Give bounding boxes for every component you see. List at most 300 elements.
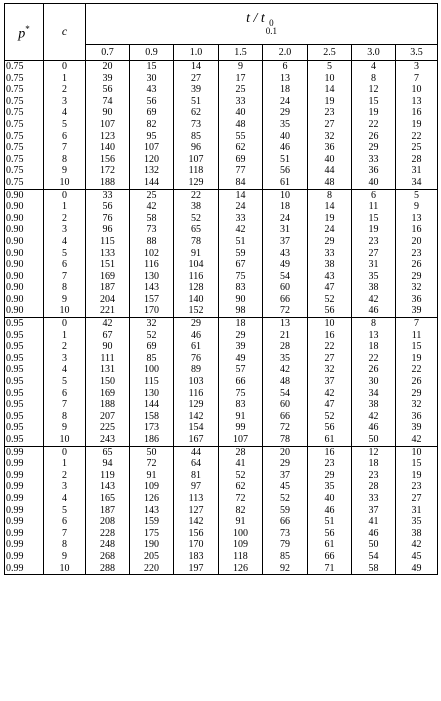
data-cell: 48 — [263, 376, 308, 388]
p-value-cell: 0.99 — [5, 458, 44, 470]
data-cell: 36 — [308, 142, 352, 154]
data-cell: 55 — [219, 131, 263, 143]
data-cell: 3 — [396, 61, 438, 73]
data-cell: 19 — [352, 224, 396, 236]
data-cell: 107 — [219, 434, 263, 446]
p-value-cell: 0.99 — [5, 505, 44, 517]
data-cell: 31 — [396, 165, 438, 177]
data-cell: 29 — [219, 330, 263, 342]
table-row — [5, 84, 438, 96]
p-value-cell: 0.75 — [5, 107, 44, 119]
data-cell: 95 — [130, 131, 174, 143]
data-cell: 91 — [174, 248, 219, 260]
data-cell: 173 — [130, 422, 174, 434]
data-cell: 156 — [174, 528, 219, 540]
data-cell: 61 — [263, 177, 308, 189]
data-cell: 6 — [352, 189, 396, 201]
data-cell: 64 — [174, 458, 219, 470]
c-value-cell: 3 — [44, 353, 86, 365]
data-cell: 79 — [263, 539, 308, 551]
data-cell: 20 — [86, 61, 130, 73]
table-row — [5, 388, 438, 400]
data-cell: 38 — [396, 528, 438, 540]
data-cell: 120 — [130, 154, 174, 166]
data-cell: 46 — [352, 422, 396, 434]
data-cell: 157 — [130, 294, 174, 306]
data-cell: 130 — [130, 388, 174, 400]
data-cell: 39 — [219, 341, 263, 353]
data-cell: 144 — [130, 177, 174, 189]
data-cell: 205 — [130, 551, 174, 563]
data-cell: 37 — [263, 236, 308, 248]
data-cell: 41 — [219, 458, 263, 470]
table-row — [5, 539, 438, 551]
data-cell: 151 — [86, 259, 130, 271]
data-cell: 23 — [308, 107, 352, 119]
data-cell: 60 — [263, 282, 308, 294]
p-value-cell: 0.90 — [5, 201, 44, 213]
column-header: 3.5 — [396, 45, 438, 61]
c-value-cell: 5 — [44, 505, 86, 517]
data-cell: 207 — [86, 411, 130, 423]
data-cell: 42 — [308, 388, 352, 400]
table-row — [5, 493, 438, 505]
data-cell: 92 — [263, 563, 308, 575]
data-cell: 39 — [396, 305, 438, 317]
data-cell: 100 — [130, 364, 174, 376]
table-row — [5, 364, 438, 376]
data-cell: 19 — [308, 96, 352, 108]
data-cell: 54 — [263, 271, 308, 283]
p-value-cell: 0.90 — [5, 282, 44, 294]
data-cell: 46 — [352, 528, 396, 540]
table-row — [5, 142, 438, 154]
data-cell: 22 — [396, 364, 438, 376]
data-cell: 10 — [308, 73, 352, 85]
data-cell: 14 — [308, 84, 352, 96]
data-cell: 56 — [86, 201, 130, 213]
c-value-cell: 8 — [44, 154, 86, 166]
c-value-cell: 3 — [44, 96, 86, 108]
data-cell: 107 — [86, 119, 130, 131]
table-row — [5, 551, 438, 563]
data-cell: 83 — [219, 399, 263, 411]
data-cell: 40 — [308, 493, 352, 505]
data-cell: 33 — [308, 248, 352, 260]
header-t-script — [266, 19, 277, 35]
data-cell: 85 — [130, 353, 174, 365]
data-cell: 73 — [130, 224, 174, 236]
data-cell: 27 — [308, 353, 352, 365]
p-value-cell: 0.75 — [5, 96, 44, 108]
column-header: 2.5 — [308, 45, 352, 61]
table-row — [5, 563, 438, 575]
data-cell: 130 — [130, 271, 174, 283]
data-cell: 85 — [174, 131, 219, 143]
data-cell: 144 — [130, 399, 174, 411]
data-cell: 48 — [308, 177, 352, 189]
table-body — [5, 61, 438, 575]
data-cell: 228 — [86, 528, 130, 540]
data-cell: 52 — [130, 330, 174, 342]
data-cell: 56 — [308, 528, 352, 540]
table-row — [5, 353, 438, 365]
c-value-cell: 0 — [44, 61, 86, 73]
c-value-cell: 7 — [44, 271, 86, 283]
data-cell: 9 — [396, 201, 438, 213]
data-cell: 268 — [86, 551, 130, 563]
data-cell: 34 — [352, 388, 396, 400]
data-cell: 19 — [396, 470, 438, 482]
data-cell: 20 — [396, 236, 438, 248]
data-cell: 12 — [352, 446, 396, 458]
c-value-cell: 2 — [44, 84, 86, 96]
data-cell: 42 — [219, 224, 263, 236]
data-cell: 15 — [396, 458, 438, 470]
data-cell: 43 — [130, 84, 174, 96]
data-cell: 38 — [308, 259, 352, 271]
data-cell: 5 — [396, 189, 438, 201]
table-row — [5, 470, 438, 482]
table-row — [5, 434, 438, 446]
data-cell: 40 — [219, 107, 263, 119]
c-value-cell: 9 — [44, 165, 86, 177]
data-cell: 23 — [352, 470, 396, 482]
table-row — [5, 189, 438, 201]
data-cell: 65 — [86, 446, 130, 458]
data-cell: 167 — [174, 434, 219, 446]
p-value-cell: 0.95 — [5, 353, 44, 365]
data-cell: 24 — [263, 213, 308, 225]
data-cell: 58 — [130, 213, 174, 225]
data-cell: 32 — [308, 131, 352, 143]
data-cell: 220 — [130, 563, 174, 575]
p-value-cell: 0.99 — [5, 516, 44, 528]
c-value-cell: 1 — [44, 330, 86, 342]
data-cell: 32 — [130, 318, 174, 330]
data-cell: 52 — [219, 470, 263, 482]
p-value-cell: 0.95 — [5, 376, 44, 388]
data-cell: 187 — [86, 282, 130, 294]
data-cell: 38 — [352, 282, 396, 294]
p-value-cell: 0.90 — [5, 305, 44, 317]
data-cell: 51 — [174, 96, 219, 108]
data-cell: 90 — [86, 341, 130, 353]
data-cell: 140 — [86, 142, 130, 154]
data-cell: 188 — [86, 399, 130, 411]
data-cell: 169 — [86, 388, 130, 400]
data-cell: 204 — [86, 294, 130, 306]
table-row — [5, 305, 438, 317]
table-row — [5, 213, 438, 225]
p-value-cell: 0.75 — [5, 165, 44, 177]
data-cell: 73 — [174, 119, 219, 131]
header-t — [86, 4, 438, 45]
data-cell: 23 — [396, 481, 438, 493]
column-header: 3.0 — [352, 45, 396, 61]
data-cell: 75 — [219, 388, 263, 400]
data-cell: 170 — [174, 539, 219, 551]
data-cell: 243 — [86, 434, 130, 446]
data-cell: 94 — [86, 458, 130, 470]
data-cell: 78 — [263, 434, 308, 446]
c-value-cell: 2 — [44, 470, 86, 482]
data-cell: 131 — [86, 364, 130, 376]
data-cell: 73 — [263, 528, 308, 540]
data-cell: 66 — [219, 376, 263, 388]
data-cell: 72 — [130, 458, 174, 470]
data-cell: 76 — [174, 353, 219, 365]
data-cell: 58 — [352, 563, 396, 575]
data-cell: 35 — [308, 481, 352, 493]
data-cell: 50 — [130, 446, 174, 458]
table-row — [5, 248, 438, 260]
data-cell: 29 — [174, 318, 219, 330]
data-cell: 21 — [263, 330, 308, 342]
c-value-cell: 0 — [44, 189, 86, 201]
data-cell: 123 — [86, 131, 130, 143]
c-value-cell: 6 — [44, 259, 86, 271]
data-cell: 81 — [174, 470, 219, 482]
data-cell: 37 — [352, 505, 396, 517]
data-cell: 33 — [86, 189, 130, 201]
data-cell: 208 — [86, 516, 130, 528]
data-cell: 119 — [86, 470, 130, 482]
data-cell: 77 — [219, 165, 263, 177]
c-value-cell: 8 — [44, 411, 86, 423]
table-row — [5, 330, 438, 342]
p-value-cell: 0.99 — [5, 563, 44, 575]
data-cell: 13 — [263, 318, 308, 330]
data-cell: 42 — [263, 364, 308, 376]
data-cell: 37 — [263, 470, 308, 482]
reliability-table — [4, 3, 438, 575]
table-row — [5, 481, 438, 493]
p-value-cell: 0.95 — [5, 364, 44, 376]
data-cell: 33 — [352, 493, 396, 505]
c-value-cell: 4 — [44, 236, 86, 248]
data-cell: 29 — [308, 236, 352, 248]
data-cell: 54 — [352, 551, 396, 563]
data-cell: 115 — [86, 236, 130, 248]
data-cell: 129 — [174, 177, 219, 189]
data-cell: 128 — [174, 282, 219, 294]
data-cell: 56 — [308, 422, 352, 434]
p-value-cell: 0.90 — [5, 236, 44, 248]
data-cell: 67 — [219, 259, 263, 271]
data-cell: 16 — [308, 446, 352, 458]
data-cell: 107 — [174, 154, 219, 166]
data-cell: 103 — [174, 376, 219, 388]
data-cell: 29 — [396, 388, 438, 400]
data-cell: 59 — [219, 248, 263, 260]
data-cell: 29 — [308, 470, 352, 482]
data-cell: 69 — [130, 341, 174, 353]
c-value-cell: 1 — [44, 201, 86, 213]
p-value-cell: 0.95 — [5, 399, 44, 411]
data-cell: 46 — [352, 305, 396, 317]
p-value-cell: 0.75 — [5, 142, 44, 154]
data-cell: 32 — [396, 282, 438, 294]
data-cell: 39 — [86, 73, 130, 85]
data-cell: 102 — [130, 248, 174, 260]
data-cell: 10 — [396, 446, 438, 458]
data-cell: 35 — [263, 119, 308, 131]
column-header: 2.0 — [263, 45, 308, 61]
data-cell: 248 — [86, 539, 130, 551]
data-cell: 183 — [174, 551, 219, 563]
data-cell: 50 — [352, 434, 396, 446]
data-cell: 83 — [219, 282, 263, 294]
data-cell: 42 — [130, 201, 174, 213]
data-cell: 69 — [130, 107, 174, 119]
data-cell: 4 — [352, 61, 396, 73]
data-cell: 42 — [396, 434, 438, 446]
data-cell: 18 — [219, 318, 263, 330]
data-cell: 84 — [219, 177, 263, 189]
data-cell: 11 — [352, 201, 396, 213]
data-cell: 116 — [174, 271, 219, 283]
data-cell: 90 — [219, 294, 263, 306]
c-value-cell: 7 — [44, 399, 86, 411]
data-cell: 36 — [352, 165, 396, 177]
data-cell: 187 — [86, 505, 130, 517]
data-cell: 165 — [86, 493, 130, 505]
data-cell: 32 — [308, 364, 352, 376]
c-value-cell: 6 — [44, 131, 86, 143]
data-cell: 109 — [130, 481, 174, 493]
data-cell: 132 — [130, 165, 174, 177]
p-value-cell: 0.99 — [5, 539, 44, 551]
data-cell: 43 — [263, 248, 308, 260]
data-cell: 118 — [219, 551, 263, 563]
data-cell: 90 — [86, 107, 130, 119]
data-cell: 190 — [130, 539, 174, 551]
data-cell: 118 — [174, 165, 219, 177]
data-cell: 66 — [263, 294, 308, 306]
data-cell: 158 — [130, 411, 174, 423]
data-cell: 71 — [308, 563, 352, 575]
data-cell: 62 — [219, 142, 263, 154]
data-cell: 26 — [396, 376, 438, 388]
data-cell: 8 — [352, 73, 396, 85]
data-cell: 43 — [308, 271, 352, 283]
data-cell: 10 — [396, 84, 438, 96]
table-row — [5, 259, 438, 271]
data-cell: 74 — [86, 96, 130, 108]
data-cell: 6 — [263, 61, 308, 73]
p-value-cell: 0.75 — [5, 119, 44, 131]
data-cell: 8 — [308, 189, 352, 201]
data-cell: 29 — [352, 142, 396, 154]
data-cell: 143 — [130, 505, 174, 517]
data-cell: 52 — [263, 493, 308, 505]
table-row — [5, 458, 438, 470]
data-cell: 30 — [352, 376, 396, 388]
data-cell: 150 — [86, 376, 130, 388]
table-row — [5, 96, 438, 108]
data-cell: 154 — [174, 422, 219, 434]
c-value-cell: 10 — [44, 434, 86, 446]
data-cell: 143 — [86, 481, 130, 493]
data-cell: 100 — [219, 528, 263, 540]
data-cell: 82 — [130, 119, 174, 131]
data-cell: 49 — [396, 563, 438, 575]
data-cell: 129 — [174, 399, 219, 411]
c-value-cell: 6 — [44, 516, 86, 528]
data-cell: 16 — [396, 224, 438, 236]
p-value-cell: 0.95 — [5, 318, 44, 330]
table-row — [5, 341, 438, 353]
data-cell: 28 — [352, 481, 396, 493]
data-cell: 25 — [130, 189, 174, 201]
table-row — [5, 399, 438, 411]
c-value-cell: 5 — [44, 119, 86, 131]
p-value-cell: 0.90 — [5, 259, 44, 271]
p-value-cell: 0.75 — [5, 73, 44, 85]
p-value-cell: 0.99 — [5, 528, 44, 540]
data-cell: 39 — [174, 84, 219, 96]
data-cell: 13 — [352, 330, 396, 342]
data-cell: 33 — [219, 213, 263, 225]
data-cell: 14 — [308, 201, 352, 213]
data-cell: 19 — [396, 119, 438, 131]
p-value-cell: 0.95 — [5, 330, 44, 342]
p-value-cell: 0.75 — [5, 84, 44, 96]
c-value-cell: 10 — [44, 177, 86, 189]
data-cell: 22 — [352, 353, 396, 365]
data-cell: 60 — [263, 399, 308, 411]
c-value-cell: 8 — [44, 539, 86, 551]
table-row — [5, 73, 438, 85]
c-value-cell: 10 — [44, 305, 86, 317]
p-value-cell: 0.90 — [5, 271, 44, 283]
header-c-label: c — [61, 24, 68, 39]
data-cell: 28 — [263, 341, 308, 353]
p-value-cell: 0.90 — [5, 213, 44, 225]
data-cell: 96 — [174, 142, 219, 154]
header-p-label: p — [18, 26, 26, 42]
data-cell: 85 — [263, 551, 308, 563]
data-cell: 14 — [219, 189, 263, 201]
data-cell: 140 — [174, 294, 219, 306]
data-cell: 56 — [130, 96, 174, 108]
c-value-cell: 4 — [44, 364, 86, 376]
data-cell: 49 — [263, 259, 308, 271]
header-c — [44, 4, 86, 61]
data-cell: 11 — [396, 330, 438, 342]
data-cell: 10 — [308, 318, 352, 330]
p-value-cell: 0.99 — [5, 493, 44, 505]
data-cell: 15 — [130, 61, 174, 73]
data-cell: 91 — [219, 516, 263, 528]
data-cell: 186 — [130, 434, 174, 446]
data-cell: 126 — [219, 563, 263, 575]
data-cell: 12 — [352, 84, 396, 96]
p-value-cell: 0.90 — [5, 248, 44, 260]
data-cell: 23 — [308, 458, 352, 470]
data-cell: 65 — [174, 224, 219, 236]
data-cell: 18 — [352, 458, 396, 470]
p-value-cell: 0.75 — [5, 131, 44, 143]
data-cell: 15 — [352, 213, 396, 225]
data-cell: 31 — [263, 224, 308, 236]
data-cell: 8 — [352, 318, 396, 330]
data-cell: 26 — [352, 131, 396, 143]
table-row — [5, 422, 438, 434]
data-cell: 104 — [174, 259, 219, 271]
c-value-cell: 9 — [44, 294, 86, 306]
